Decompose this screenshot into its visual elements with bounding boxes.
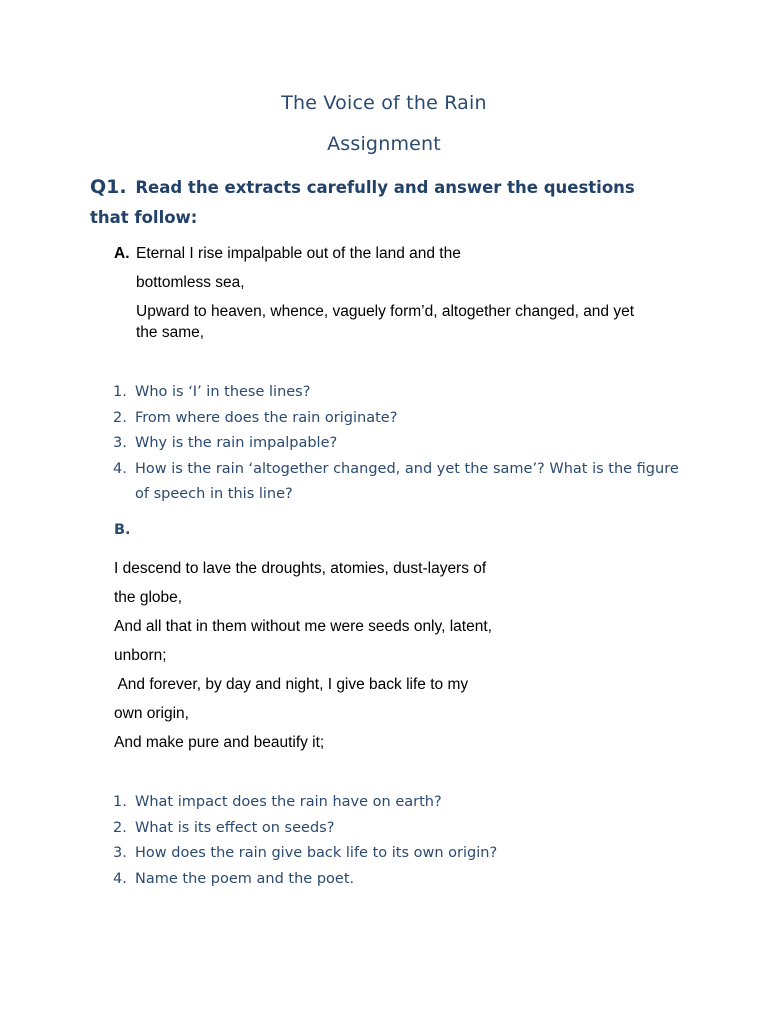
document-title: The Voice of the Rain [281,92,487,114]
section-a-questions [113,380,688,508]
list-item [113,431,688,457]
list-item [113,457,688,508]
document-subtitle: Assignment [327,133,441,155]
list-item-number: 1. [113,794,127,810]
extract-line: And all that in them without me were seeds only, latent, [114,618,492,635]
section-b-questions [113,790,688,892]
extract-line: Upward to heaven, whence, vaguely form’d, altogether changed, and yet [136,303,635,320]
question-number: Q1. [90,176,127,198]
list-item-number: 3. [113,845,127,861]
list-item-text: How does the rain give back life to its own origin? [135,845,498,861]
question-instruction: Read the extracts carefully and answer the questions that follow: [90,178,635,227]
extract-line: the globe, [114,589,183,606]
list-item-text: What impact does the rain have on earth? [135,794,442,810]
list-item [113,406,688,432]
extract-line: And forever, by day and night, I give back life to my [114,676,469,693]
question-heading [90,172,670,233]
list-item-text: Who is ‘I’ in these lines? [135,384,311,400]
list-item-text: From where does the rain originate? [135,409,398,426]
list-item [113,790,688,816]
list-item [113,380,688,406]
list-item [113,816,688,842]
extract-line: the same, [136,324,205,341]
section-b-letter: B. [114,522,131,538]
list-item-number: 2. [113,819,127,836]
list-item-text: Name the poem and the poet. [135,870,355,887]
list-item-text: What is its effect on seeds? [135,819,335,836]
list-item [113,841,688,867]
list-item [113,867,688,893]
list-item-number: 1. [113,384,127,400]
extract-line: unborn; [114,647,167,664]
extract-line: own origin, [114,705,189,722]
list-item-text: How is the rain ‘altogether changed, and yet the same’? What is the figure of speech in this line? [135,460,679,502]
list-item-number: 2. [113,409,127,426]
extract-line: I descend to lave the droughts, atomies, dust-layers of [114,560,487,577]
list-item-number: 4. [113,870,127,887]
list-item-text: Why is the rain impalpable? [135,435,338,451]
extract-line: Eternal I rise impalpable out of the land and the [136,245,461,262]
list-item-number: 4. [113,460,127,477]
extract-line: And make pure and beautify it; [114,734,325,751]
extract-line: bottomless sea, [136,274,245,291]
list-item-number: 3. [113,435,127,451]
section-a-letter: A. [114,245,130,262]
